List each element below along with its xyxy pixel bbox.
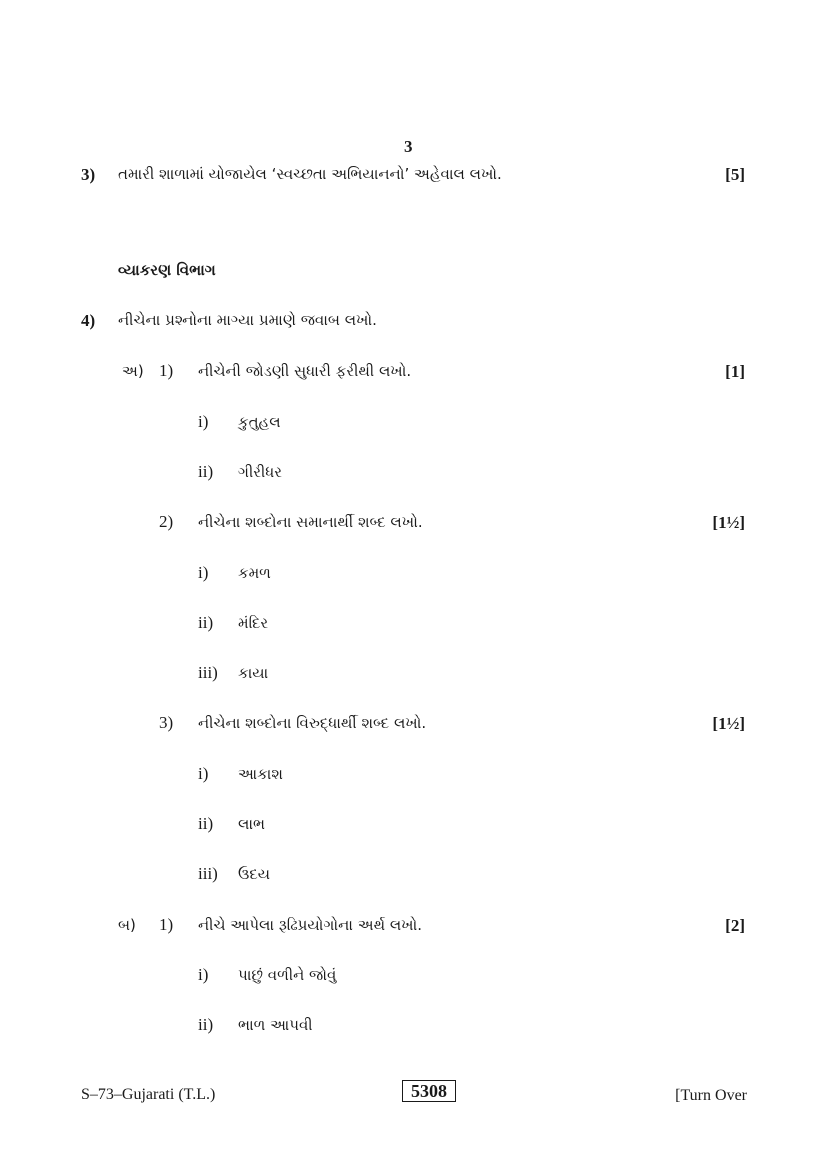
item-text: પાછું વળીને જોવું — [238, 966, 337, 984]
item-label: i) — [198, 412, 209, 431]
item-text: ગીરીધર — [238, 463, 283, 481]
part-a-q1-text: નીચેની જોડણી સુધારી ફરીથી લખો. — [198, 362, 412, 380]
part-a-q1-marks: [1] — [725, 362, 745, 381]
paper-code: S–73–Gujarati (T.L.) — [81, 1086, 216, 1103]
item-text: લાભ — [238, 815, 266, 833]
item-label: ii) — [198, 613, 214, 632]
part-a-q2-text: નીચેના શબ્દોના સમાનાર્થી શબ્દ લખો. — [198, 513, 423, 531]
part-a-q3-text: નીચેના શબ્દોના વિરુદ્ધાર્થી શબ્દ લખો. — [198, 714, 427, 732]
question-3-marks: [5] — [725, 165, 745, 184]
question-3-number: 3) — [81, 165, 96, 184]
item-label: ii) — [198, 814, 214, 833]
item-label: iii) — [198, 663, 218, 682]
part-b-q1-text: નીચે આપેલા રૂઢિપ્રયોગોના અર્થ લખો. — [198, 916, 423, 934]
item-label: ii) — [198, 1015, 214, 1034]
part-b-label: બ) — [118, 916, 136, 934]
question-4-text: નીચેના પ્રશ્નોના માગ્યા પ્રમાણે જવાબ લખો. — [118, 311, 377, 329]
item-text: કાયા — [238, 664, 269, 682]
part-a-q3-number: 3) — [159, 713, 174, 732]
center-code-box: 5308 — [402, 1080, 456, 1102]
item-label: i) — [198, 563, 209, 582]
item-label: i) — [198, 965, 209, 984]
section-title: વ્યાકરણ વિભાગ — [118, 261, 216, 279]
item-text: કમળ — [238, 564, 271, 582]
question-3-text: તમારી શાળામાં યોજાયેલ ‘સ્વચ્છતા અભિયાનનો’ અહેવાલ લખો. — [118, 165, 502, 183]
question-4-number: 4) — [81, 311, 96, 330]
item-label: ii) — [198, 462, 214, 481]
item-text: ભાળ આપવી — [238, 1016, 313, 1034]
part-a-q2-number: 2) — [159, 512, 174, 531]
item-label: i) — [198, 764, 209, 783]
part-a-label: અ) — [122, 362, 144, 380]
item-text: મંદિર — [238, 614, 269, 632]
turn-over: [Turn Over — [675, 1087, 747, 1104]
part-a-q1-number: 1) — [159, 361, 174, 380]
part-b-q1-marks: [2] — [725, 916, 745, 935]
item-text: ઉદય — [238, 865, 271, 883]
item-text: આકાશ — [238, 765, 283, 783]
part-a-q2-marks: [1½] — [712, 513, 745, 532]
part-b-q1-number: 1) — [159, 915, 174, 934]
item-label: iii) — [198, 864, 218, 883]
page-number: 3 — [404, 137, 413, 156]
part-a-q3-marks: [1½] — [712, 714, 745, 733]
item-text: કુતુહલ — [238, 413, 281, 431]
